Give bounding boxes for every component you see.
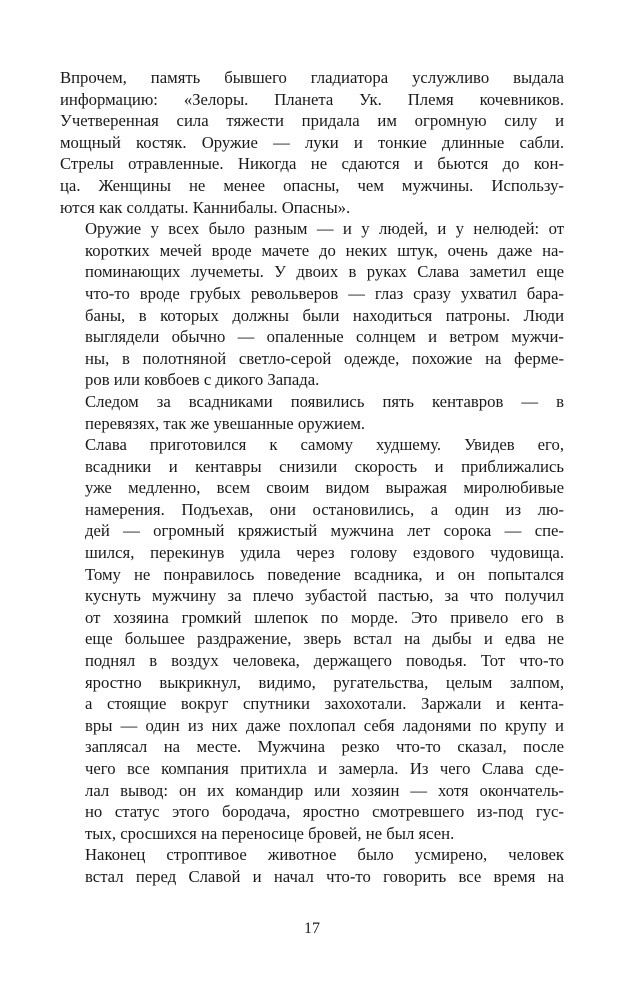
paragraph-2 [60,218,564,391]
text-line: Учетверенная сила тяжести придала им огромную силу и [60,111,564,131]
text-line: встал перед Славой и начал что-то говорить все время на [85,866,564,886]
text-line: Тому не понравилось поведение всадника, и он попытался [85,564,564,584]
text-line: Стрелы отравленные. Никогда не сдаются и бьются до кон- [60,154,564,174]
text-line: Следом за всадниками появились пять кентавров — в [85,391,564,411]
text-line: поминающих лучеметы. У двоих в руках Слава заметил еще [85,262,564,282]
text-line: перевязях, так же увешанные оружием. [85,413,366,433]
text-line: дей — огромный кряжистый мужчина лет сорока — спе- [85,521,564,541]
text-line: выглядели обычно — опаленные солнцем и ветром мужчи- [85,327,564,347]
text-line: но статус этого бородача, яростно смотревшего из-под гус- [85,802,564,822]
paragraph-5 [60,844,564,887]
text-line: Наконец строптивое животное было усмирено, человек [85,845,564,865]
text-line: Впрочем, память бывшего гладиатора услужливо выдала [60,68,564,87]
text-line: яростно выкрикнул, видимо, ругательства, целым залпом, [85,672,564,692]
text-line: коротких мечей вроде мачете до неких штук, очень даже на- [85,240,564,260]
text-line: Слава приготовился к самому худшему. Увидев его, [85,435,564,455]
text-line: от хозяина громкий шлепок по морде. Это привело его в [85,607,564,627]
text-line: тых, сросшихся на переносице бровей, не был ясен. [85,823,455,843]
text-line: ца. Женщины не менее опасны, чем мужчины. Использу- [60,175,564,195]
text-line: чего все компания притихла и замерла. Из чего Слава сде- [85,759,564,778]
text-line: уже медленно, всем своим видом выражая миролюбивые [85,478,564,498]
text-line: Оружие у всех было разным — и у людей, и у нелюдей: от [85,219,564,239]
text-line: лал вывод: он их командир или хозяин — хотя окончатель- [85,780,564,800]
page-number: 17 [304,920,320,937]
text-line: ны, в полотняной светло-серой одежде, похожие на ферме- [85,348,564,368]
paragraph-3 [60,391,564,434]
text-line: мощный костяк. Оружие — луки и тонкие длинные сабли. [60,132,564,152]
page-body [60,67,564,888]
text-line: заплясал на месте. Мужчина резко что-то сказал, после [85,737,564,757]
text-line: куснуть мужчину за плечо зубастой пастью, за что получил [85,586,564,606]
text-line: вры — один из них даже похлопал себя ладонями по крупу и [85,715,564,735]
paragraph-1 [60,67,564,218]
text-line: ров или ковбоев с дикого Запада. [85,370,320,390]
paragraph-4 [60,434,564,844]
text-line: а стоящие вокруг спутники захохотали. Заржали и кента- [85,694,564,714]
text-line: баны, в которых должны были находиться патроны. Люди [85,305,564,325]
text-line: шился, перекинув удила через голову ездового чудовища. [85,543,564,563]
text-line: еще большее раздражение, зверь встал на дыбы и едва не [85,629,564,649]
text-line: поднял в воздух человека, держащего поводья. Тот что-то [85,651,564,671]
text-line: всадники и кентавры снизили скорость и приближались [85,456,564,476]
text-line: намерения. Подъехав, они остановились, а один из лю- [85,499,564,519]
text-line: информацию: «Зелоры. Планета Ук. Племя кочевников. [60,89,564,109]
text-line: ются как солдаты. Каннибалы. Опасны». [60,197,351,217]
text-line: что-то вроде грубых револьверов — глаз сразу ухватил бара- [85,283,564,303]
